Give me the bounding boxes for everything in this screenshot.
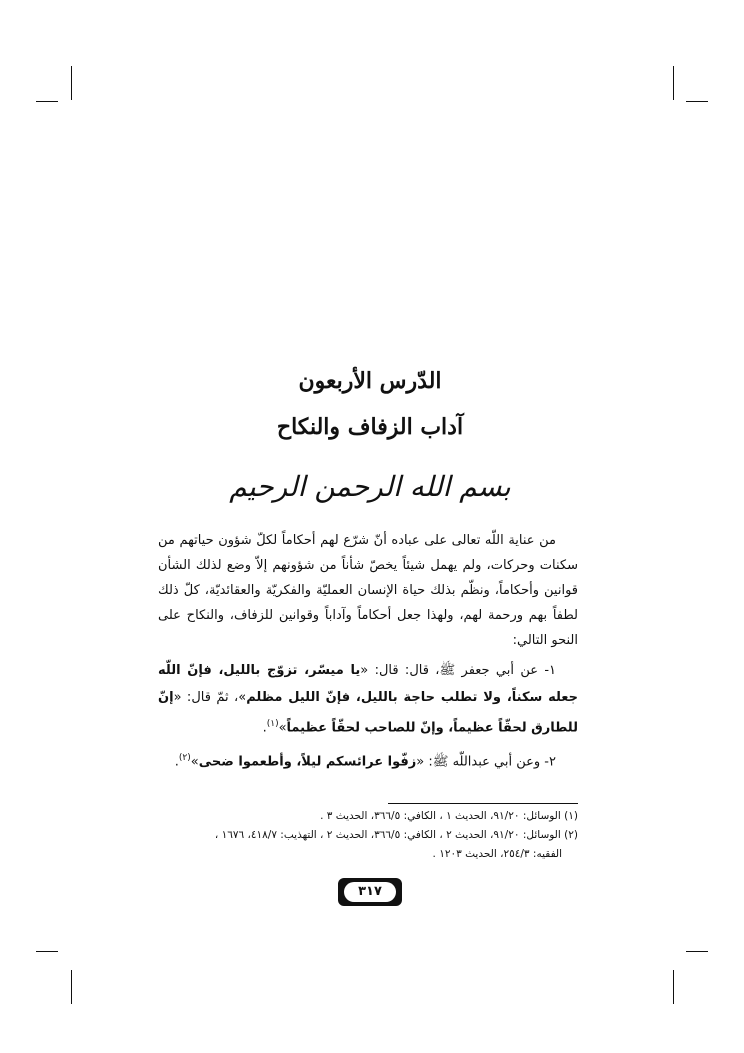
crop-mark <box>686 101 708 102</box>
hadith-2-end: . <box>174 754 179 770</box>
hadith-1-quote-b: إنّ للطارق لحقّاً عظيماً، وإنّ للصاحب لحقّاً عظيماً <box>158 690 578 736</box>
basmala: بسم الله الرحمن الرحيم <box>229 470 511 503</box>
page-number: ٣١٧ <box>344 882 396 902</box>
footnote-divider <box>388 803 578 804</box>
hadith-2 <box>158 745 578 775</box>
footnotes <box>160 807 578 864</box>
page-number-badge <box>338 878 402 906</box>
hadith-2-quote: زفّوا عرائسكم ليلاً، وأطعموا ضحى <box>198 754 417 770</box>
footnote-ref-1[interactable]: (١) <box>266 719 279 729</box>
footnote-2-continued: الفقيه: ٢٥٤/٣، الحديث ١٢٠٣ . <box>432 848 562 860</box>
crop-mark <box>71 970 72 1004</box>
crop-mark <box>36 101 58 102</box>
crop-mark <box>673 66 674 100</box>
footnote-ref-2[interactable]: (٢) <box>178 753 191 764</box>
hadith-2-close: » <box>190 754 199 770</box>
hadith-1-close: » <box>278 720 287 736</box>
footnote-2: (٢) الوسائل: ٩١/٢٠، الحديث ٢ ، الكافي: ٣٦٦/٥، الحديث ٢ ، التهذيب: ٤١٨/٧، ١٦٧٦ ، <box>214 829 578 841</box>
hadith-1 <box>158 657 578 741</box>
lesson-title: آداب الزفاف والنكاح <box>276 414 464 440</box>
intro-paragraph: من عناية اللّه تعالى على عباده أنّ شرّع لهم أحكاماً لكلّ شؤون حياتهم من سكنات وحركات، ولم يهمل شيئاً يخصّ شأناً من شؤونهم إلاّ وضع لذلك الشأن قوانين وأحكاماً، ونظّم بذلك حياة الإنسان العمليّة والفكريّة والعقائديّة، كلّ ذلك لطفاً بهم ورحمة لهم، ولهذا جعل أحكاماً وآداباً وقوانين للزفاف، والنكاح على النحو التالي: <box>158 533 578 648</box>
crop-mark <box>673 970 674 1004</box>
hadith-1-mid: »، ثمّ قال: « <box>173 690 247 705</box>
lesson-heading: الدّرس الأربعون <box>298 368 442 394</box>
hadith-2-prefix: ٢- وعن أبي عبداللّه ﷺ: « <box>416 754 556 770</box>
hadith-1-prefix: ١- عن أبي جعفر ﷺ، قال: قال: « <box>360 663 556 678</box>
crop-mark <box>36 951 58 952</box>
hadith-1-end: . <box>262 720 267 736</box>
crop-mark <box>686 951 708 952</box>
hadith-1-quote-a: يا ميسّر، تزوّج بالليل، فإنّ اللّه جعله سكناً، ولا تطلب حاجة بالليل، فإنّ الليل مظلم <box>158 663 578 705</box>
crop-mark <box>71 66 72 100</box>
footnote-1: (١) الوسائل: ٩١/٢٠، الحديث ١ ، الكافي: ٣٦٦/٥، الحديث ٣ . <box>320 810 578 822</box>
body-text <box>158 528 578 776</box>
